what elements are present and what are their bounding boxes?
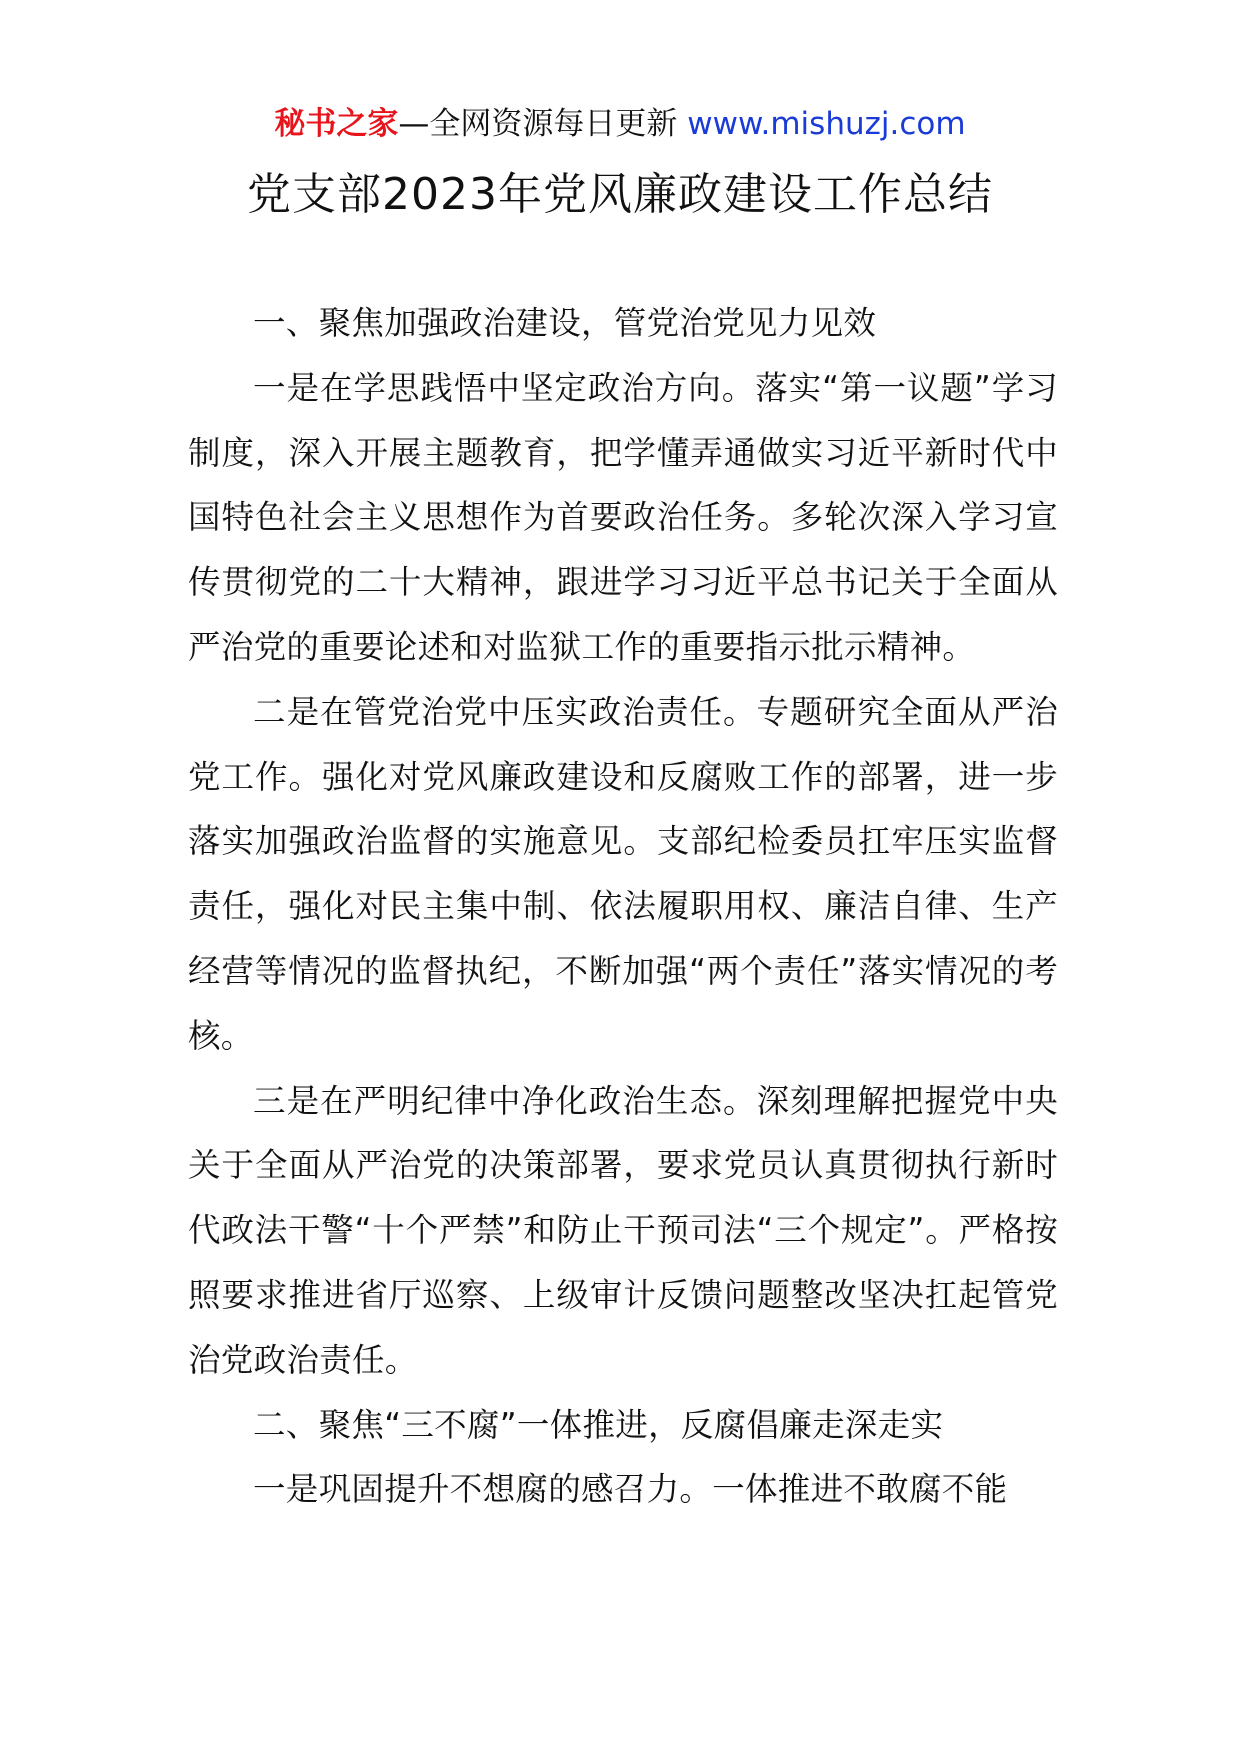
- brand-name: 秘书之家: [274, 106, 399, 142]
- section-heading-2: 二、聚焦“三不腐”一体推进，反腐倡廉走深走实: [253, 1405, 944, 1444]
- document-title: 党支部2023年党风廉政建设工作总结: [247, 169, 993, 220]
- paragraph-1-2: 二是在管党治党中压实政治责任。专题研究全面从严治党工作。强化对党风廉政建设和反腐败工作的部署，进一步落实加强政治监督的实施意见。支部纪检委员扛牢压实监督责任，强化对民主集中制、依法履职用权、廉洁自律、生产经营等情况的监督执纪，不断加强“两个责任”落实情况的考核。: [188, 692, 1058, 1055]
- site-banner: [0, 100, 1240, 148]
- section-heading-1: 一、聚焦加强政治建设，管党治党见力见效: [253, 304, 877, 342]
- document-body: [188, 291, 1058, 1522]
- paragraph-2-1: 一是巩固提升不想腐的感召力。一体推进不敢腐不能: [253, 1470, 1008, 1509]
- paragraph-1-3: 三是在严明纪律中净化政治生态。深刻理解把握党中央关于全面从严治党的决策部署，要求党员认真贯彻执行新时代政法干警“十个严禁”和防止干预司法“三个规定”。严格按照要求推进省厅巡察、上级审计反馈问题整改坚决扛起管党治党政治责任。: [188, 1081, 1058, 1379]
- banner-slogan: —全网资源每日更新: [398, 106, 678, 142]
- paragraph-1-1: 一是在学思践悟中坚定政治方向。落实“第一议题”学习制度，深入开展主题教育，把学懂弄通做实习近平新时代中国特色社会主义思想作为首要政治任务。多轮次深入学习宣传贯彻党的二十大精神，跟进学习习近平总书记关于全面从严治党的重要论述和对监狱工作的重要指示批示精神。: [188, 368, 1058, 666]
- site-url-link[interactable]: www.mishuzj.com: [687, 106, 966, 142]
